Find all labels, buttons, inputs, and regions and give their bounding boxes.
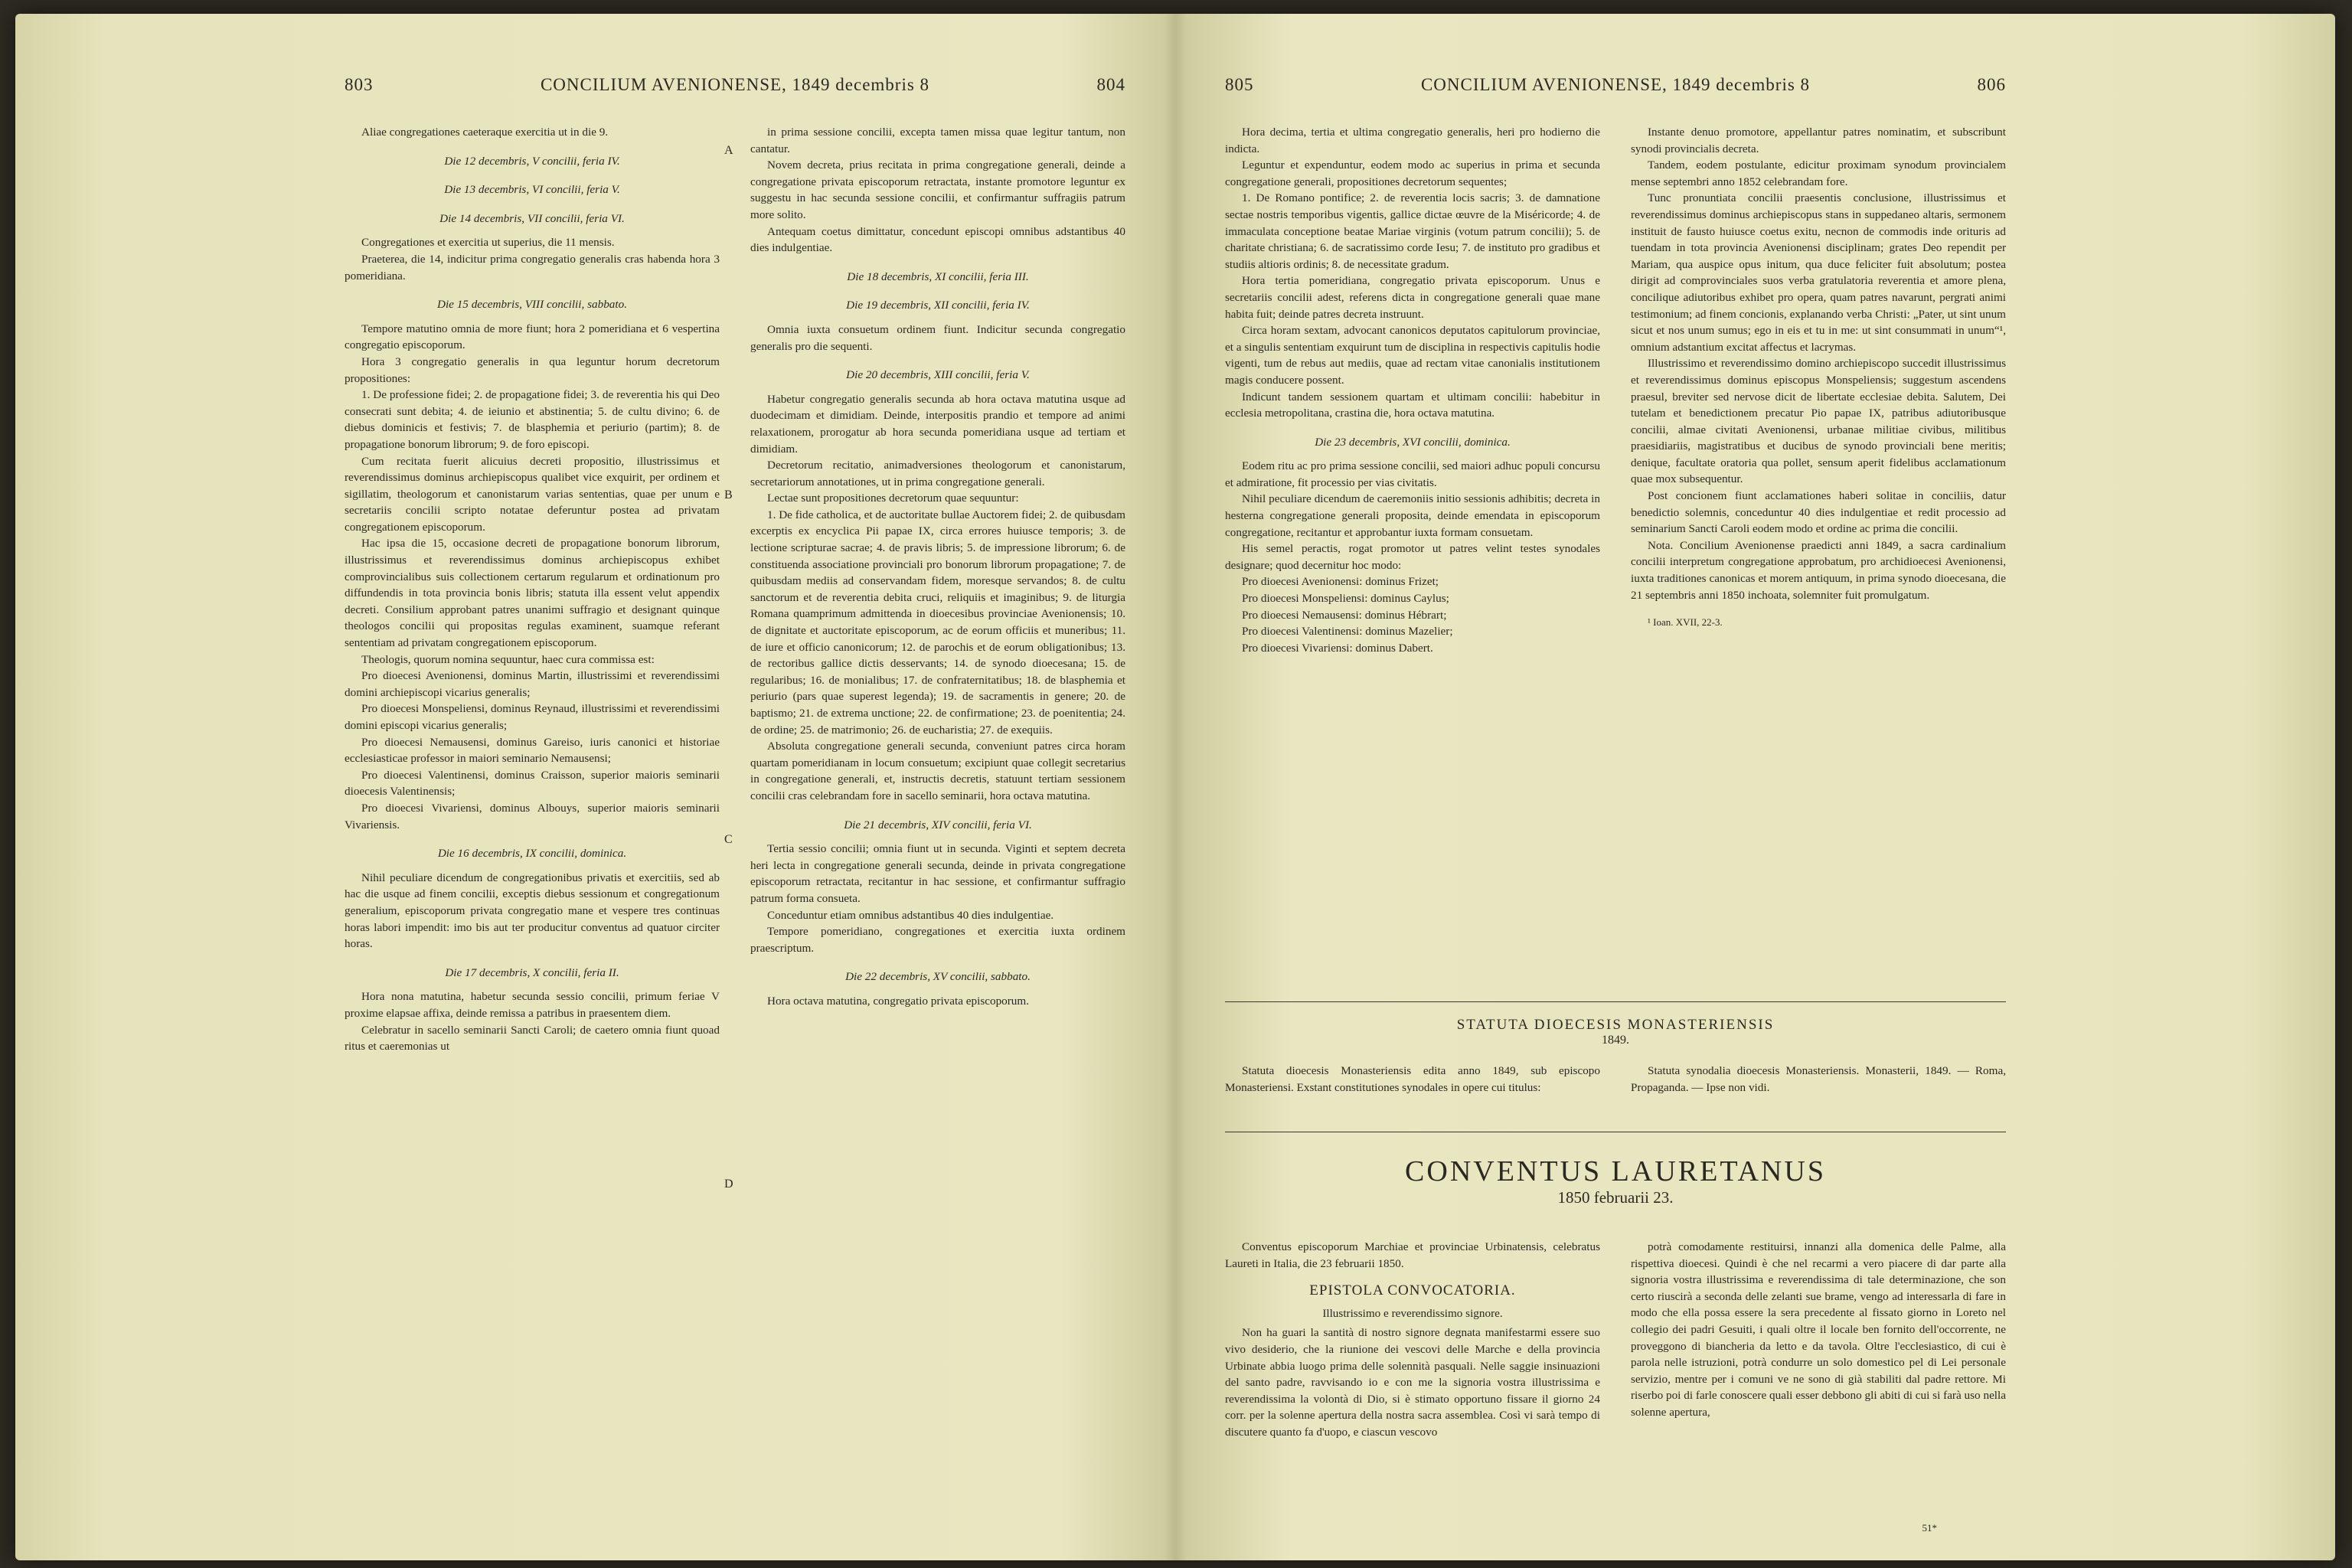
footnote: ¹ Ioan. XVII, 22-3. <box>1648 616 1723 629</box>
conventus-body <box>1225 1239 2006 1537</box>
list-item: Pro dioecesi Vivariensi: dominus Dabert. <box>1242 641 1433 655</box>
text-column <box>1631 1239 2006 1537</box>
section-heading: Die 19 decembris, XII concilii, feria IV. <box>846 299 1030 312</box>
section-heading: Die 12 decembris, V concilii, feria IV. <box>444 154 620 168</box>
statuta-title: STATUTA DIOECESIS MONASTERIENSIS <box>1456 1017 1775 1033</box>
paragraph: Hora octava matutina, congregatio privata episcoporum. <box>767 994 1030 1008</box>
section-rule <box>1225 1001 2006 1002</box>
paragraph: Conventus episcoporum Marchiae et provinciae Urbinatensis, celebratus Laureti in Italia, die 23 februarii 1850. <box>1225 1240 1600 1270</box>
paragraph: Nihil peculiare dicendum de caeremoniis initio sessionis adhibitis; decreta in hesterna congregatione generali proposita, deinde emendata in episcoporum congregatione, recitantur et approbantur iuxta formam consuetam. <box>1225 492 1600 539</box>
paragraph: Tempore pomeridiano, congregationes et exercitia iuxta ordinem praescriptum. <box>750 925 1125 955</box>
section-heading: Die 20 decembris, XIII concilii, feria V. <box>846 368 1030 382</box>
section-heading: Die 23 decembris, XVI concilii, dominica. <box>1315 435 1511 449</box>
margin-letter: A <box>724 144 733 157</box>
paragraph: Novem decreta, prius recitata in prima congregatione generali, deinde a congregatione privata episcoporum retractata, instante promotore leguntur ex suggestu in hac secunda sessione concilii, et confirmantur suffragiis patrum more solito. <box>750 158 1125 221</box>
text-column <box>750 124 1125 1545</box>
paragraph: Illustrissimo et reverendissimo domino archiepiscopo succedit illustrissimus et reverendissimus dominus episcopus Monspeliensis; suggestum ascendens praesul, breviter sed nervose dicit de libertate ecclesiae debita. Salutem, Dei tutelam et benedictionem precatur Pio papae IX, patribus adiutoribusque concilii, almae civitati Avenionensi, urbanae militiae civibus, militibus praesidiariis, magistratibus et ducibus de synodo provinciali bene meritis; denique, facultate oratoria qua pollet, sensum aperit fidelibus acclamationum quae mox subsequentur. <box>1631 357 2006 486</box>
section-heading: Die 16 decembris, IX concilii, dominica. <box>437 847 627 861</box>
conventus-heading <box>1225 1155 2006 1207</box>
paragraph: His semel peractis, rogat promotor ut patres velint testes synodales designare; quod decernitur hoc modo: <box>1225 542 1600 572</box>
statuta-year: 1849. <box>1602 1034 1629 1047</box>
paragraph: potrà comodamente restituirsi, innanzi alla domenica delle Palme, alla rispettiva dioecesi. Quindi è che nel recarmi a vero piacere di dar parte alla signoria vostra illustrissima e reverendissima di tale determinazione, che son certo riuscirà a seconda delle zelanti sue brame, vengo ad interessarla di fare in modo che ella possa essere la sera precedente al fissato giorno in Loreto nel collegio dei padri Gesuiti, i quali oltre il locale ben fornito dell'occorrente, ne proveggono di biancheria da letto e da tavola. Oltre l'ecclesiastico, di cui è parola nelle istruzioni, potrà condurre un solo domestico pel di Lei personale servizio, mentre per i comuni ve ne sono di già stabiliti dal padre rettore. Mi riserbo poi di farle conoscere quali esser debbono gli abiti di cui si farà uso nella solenne apertura, <box>1631 1240 2006 1419</box>
paragraph: Cum recitata fuerit alicuius decreti propositio, illustrissimus et reverendissimus dominus archiepiscopus qualibet vice exquirit, per ordinem et sigillatim, theologorum et canonistarum varias sententias, quae per unum e secretariis concilii scripto notatae deferuntur postea ad privatam congregationem episcoporum. <box>345 454 720 534</box>
text-column <box>1225 1239 1600 1537</box>
margin-letter: C <box>724 833 733 846</box>
section-heading: Die 21 decembris, XIV concilii, feria VI. <box>844 818 1032 831</box>
paragraph: Hora decima, tertia et ultima congregatio generalis, heri pro hodierno die indicta. <box>1225 126 1600 155</box>
paragraph: Pro dioecesi Nemausensi, dominus Gareiso, iuris canonici et historiae ecclesiasticae professor in maiori seminario Nemausensi; <box>345 735 720 766</box>
paragraph: Absoluta congregatione generali secunda, conveniunt patres circa horam quartam pomeridianam in locum consuetum; excipiunt quae collegit secretarius in congregatione generali, et, instructis decretis, statuunt tertiam sessionem concilii cras celebrandam fore in sacello seminarii, hora octava matutina. <box>750 740 1125 802</box>
section-heading: Die 17 decembris, X concilii, feria II. <box>445 965 619 979</box>
paragraph: Theologis, quorum nomina sequuntur, haec cura commissa est: <box>361 652 655 666</box>
text-column <box>1631 1063 2006 1096</box>
paragraph: Praeterea, die 14, indicitur prima congregatio generalis cras habenda hora 3 pomeridiana. <box>345 252 720 283</box>
paragraph: Post concionem fiunt acclamationes haberi solitae in conciliis, datur benedictio solemnis, conceduntur 40 dies indulgentiae et redit processio ad seminarium Sancti Caroli eodem modo et ordine ac prima die concilii. <box>1631 489 2006 536</box>
book-spread <box>15 14 2335 1560</box>
paragraph: Pro dioecesi Monspeliensi, dominus Reynaud, illustrissimi et reverendissimi domini episcopi vicarius generalis; <box>345 702 720 732</box>
paragraph: Celebratur in sacello seminarii Sancti Caroli; de caetero omnia fiunt quoad ritus et caeremonias ut <box>345 1023 720 1054</box>
paragraph: Statuta synodalia dioecesis Monasteriensis. Monasterii, 1849. — Roma, Propaganda. — Ipse non vidi. <box>1631 1064 2006 1094</box>
paragraph: Nota. Concilium Avenionense praedicti anni 1849, a sacra cardinalium concilii interpretum congregatione approbatum, pro archidioecesi Avenionensi, iuxta traditiones canonicas et morem antiquum, in prima synodo dioecesana, die 21 septembris anni 1850 inchoata, solemniter fuit promulgatum. <box>1631 538 2006 602</box>
list-item: Pro dioecesi Valentinensi: dominus Mazelier; <box>1242 625 1453 639</box>
list-item: Pro dioecesi Avenionensi: dominus Frizet; <box>1242 575 1439 589</box>
salutation: Illustrissimo e reverendissimo signore. <box>1322 1306 1503 1320</box>
paragraph: Circa horam sextam, advocant canonicos deputatos capitulorum provinciae, et a singulis sententiam exquirunt tum de disciplina in respectivis capitulis hodie vigenti, tum de rebus aut mediis, quae ad rectam vitae canonialis institutionem magis conducere possent. <box>1225 324 1600 387</box>
paragraph: Hora tertia pomeridiana, congregatio privata episcoporum. Unus e secretariis concilii adest, referens dicta in congregatione generali quae mane habita fuit; deinde patres decreta instruunt. <box>1225 274 1600 321</box>
text-column <box>1225 1063 1600 1096</box>
paragraph: Congregationes et exercitia ut superius, die 11 mensis. <box>361 236 615 250</box>
paragraph: Tertia sessio concilii; omnia fiunt ut in secunda. Viginti et septem decreta heri lecta in congregatione generali secunda, deinde in privata congregatione episcoporum retractata, recitantur in hac sessione, et confirmantur suffragio patrum forma consueta. <box>750 842 1125 905</box>
paragraph: Decretorum recitatio, animadversiones theologorum et canonistarum, secretariorum annotationes, ut in prima congregatione generali. <box>750 459 1125 488</box>
paragraph: Conceduntur etiam omnibus adstantibus 40 dies indulgentiae. <box>767 908 1054 922</box>
text-columns <box>345 124 1125 1545</box>
page-number: 806 <box>1977 75 2006 94</box>
page-number: 804 <box>1096 75 1125 94</box>
text-column <box>1225 124 1600 989</box>
paragraph: Indicunt tandem sessionem quartam et ultimam concilii: habebitur in ecclesia metropolitana, crastina die, hora octava matutina. <box>1225 390 1600 420</box>
signature-mark: 51* <box>1922 1522 1937 1534</box>
margin-letter: B <box>724 488 733 501</box>
section-heading: Die 13 decembris, VI concilii, feria V. <box>444 183 620 197</box>
section-heading: Die 14 decembris, VII concilii, feria VI. <box>439 211 625 225</box>
conventus-title: CONVENTUS LAURETANUS <box>1405 1155 1826 1187</box>
running-head <box>1225 75 2006 106</box>
running-title: CONCILIUM AVENIONENSE, 1849 decembris 8 <box>540 75 930 94</box>
statuta-heading <box>1225 1017 2006 1047</box>
paragraph: Pro dioecesi Avenionensi, dominus Martin, illustrissimi et reverendissimi domini archiepiscopi vicarius generalis; <box>345 669 720 699</box>
text-column <box>1631 124 2006 989</box>
paragraph: Statuta dioecesis Monasteriensis edita anno 1849, sub episcopo Monasteriensi. Exstant constitutiones synodales in opere cui titulus: <box>1225 1064 1600 1094</box>
text-column <box>345 124 720 1545</box>
paragraph: Pro dioecesi Valentinensi, dominus Craisson, superior maioris seminarii dioecesis Valentinensis; <box>345 768 720 799</box>
right-page <box>1225 75 2006 1545</box>
paragraph: Leguntur et expenduntur, eodem modo ac superius in prima et secunda congregatione generali, propositiones decretorum sequentes; <box>1225 158 1600 188</box>
paragraph: Hora 3 congregatio generalis in qua leguntur horum decretorum propositiones: <box>345 354 720 385</box>
paragraph: Omnia iuxta consuetum ordinem fiunt. Indicitur secunda congregatio generalis pro die sequenti. <box>750 322 1125 353</box>
paragraph: 1. De Romano pontifice; 2. de reverentia locis sacris; 3. de damnatione sectae nostris temporibus vigentis, gallice dictae œuvre de la Miséricorde; 4. de immaculata conceptione beatae Mariae virginis (votum patrum concilii); 5. de charitate christiana; 6. de sacratissimo corde Iesu; 7. de instituto pro gradibus et studiis altioris ordinis; 8. de necessitate gradum. <box>1225 191 1600 271</box>
text-columns <box>1225 124 2006 989</box>
statuta-body <box>1225 1063 2006 1096</box>
paragraph: Tandem, eodem postulante, edicitur proximam synodum provincialem mense septembri anno 1852 celebrandam fore. <box>1631 158 2006 188</box>
paragraph: in prima sessione concilii, excepta tamen missa quae legitur tantum, non cantatur. <box>750 126 1125 155</box>
paragraph: Lectae sunt propositiones decretorum quae sequuntur: <box>767 492 1019 505</box>
page-number: 805 <box>1225 75 1254 94</box>
paragraph: 1. De fide catholica, et de auctoritate bullae Auctorem fidei; 2. de quibusdam excerptis ex encyclica Pii papae IX, circa errores huiusce temporis; 3. de lectione scripturae sacrae; 4. de pravis libris; 5. de impressione librorum; 6. de constituenda associatione provinciali pro bonorum librorum propagatione; 7. de quibusdam mediis ad conservandam fidem, moresque servandos; 8. de cultu sanctorum et de reverentia debita cruci, reliquiis et imaginibus; 9. de liturgia Romana quamprimum admittenda in dioecesibus provinciae Avenionensis; 10. de dignitate et auctoritate episcoporum, ac de eorum officiis et muneribus; 11. de iure et officio canonicorum; 12. de parochis et de eorum obligationibus; 13. de rectoribus gallice dictis desservants; 14. de synodo dioecesana; 15. de regularibus; 16. de monialibus; 17. de confraternitatibus; 18. de blasphemia et periurio (pars quae superest legenda); 19. de sacramentis in genere; 20. de baptismo; 21. de extrema unctione; 22. de confirmatione; 23. de poenitentia; 24. de ordine; 25. de matrimonio; 26. de eucharistia; 27. de exequiis. <box>750 508 1125 737</box>
paragraph: Antequam coetus dimittatur, concedunt episcopi omnibus adstantibus 40 dies indulgentiae. <box>750 224 1125 255</box>
running-head <box>345 75 1125 106</box>
list-item: Pro dioecesi Monspeliensi: dominus Caylus; <box>1242 592 1449 606</box>
paragraph: Hora nona matutina, habetur secunda sessio concilii, primum feriae V proxime elapsae affixa, deinde remissa a patribus in praesentem diem. <box>345 990 720 1020</box>
section-heading: Die 22 decembris, XV concilii, sabbato. <box>845 970 1031 984</box>
paragraph: Non ha guari la santità di nostro signore degnata manifestarmi essere suo vivo desiderio, che la riunione dei vescovi delle Marche e della provincia Urbinate abbia luogo prima delle solennità pasquali. Nelle saggie insinuazioni del santo padre, ravvisando io e con me la signoria vostra illustrissima e reverendissima la volontà di Dio, si è stimato opportuno fissare il giorno 24 corr. per la solenne apertura della nostra sacra assemblea. Così vi sarà tempo di discutere quanto fa d'uopo, e ciascun vescovo <box>1225 1326 1600 1439</box>
paragraph: Instante denuo promotore, appellantur patres nominatim, et subscribunt synodi provincialis decreta. <box>1631 126 2006 155</box>
paragraph: 1. De professione fidei; 2. de propagatione fidei; 3. de reverentia his qui Deo consecrati sunt debita; 4. de ieiunio et abstinentia; 5. de cultu divino; 6. de diebus dominicis et festivis; 7. de blasphemia et periurio (partim); 8. de propagatione bonorum librorum; 9. de foro episcopi. <box>345 388 720 451</box>
paragraph: Habetur congregatio generalis secunda ab hora octava matutina usque ad duodecimam et dimidiam. Deinde, interpositis prandio et tempore ad animi relaxationem, prorogatur ab hora secunda pomeridiana usque ad tertiam et dimidiam. <box>750 392 1125 456</box>
paragraph: Tunc pronuntiata concilii praesentis conclusione, illustrissimus et reverendissimus dominus archiepiscopus stans in suppedaneo altaris, sermonem instituit de fausto huiusce coetus exitu, necnon de commodis inde orituris ad tuendam in tota provincia Avenionensi disciplinam; grates Deo rependit per Mariam, qua auspice opus initum, qua duce feliciter fuit absolutum; postea dirigit ad comprovinciales suos verba gratulatoria reverentia et amore plena, concilique adiutoribus exhibet pro opera, quam patres navarunt, pergrati animi testimonium; ad finem concionis, explanando verba Christi: „Pater, ut sint unum sicut et nos unum sumus; ego in eis et tu in me: ut sint consummati in unum“¹, omnium adstantium excitat affectus et lacrymas. <box>1631 191 2006 354</box>
section-heading: Die 15 decembris, VIII concilii, sabbato. <box>436 298 627 312</box>
left-page <box>345 75 1125 1545</box>
paragraph: Aliae congregationes caeteraque exercitia ut in die 9. <box>361 126 609 139</box>
conventus-date: 1850 februarii 23. <box>1557 1188 1674 1207</box>
section-heading: Die 18 decembris, XI concilii, feria III. <box>847 270 1029 283</box>
paragraph: Eodem ritu ac pro prima sessione concilii, sed maiori adhuc populi concursu et admiratione, fit processio per vias civitatis. <box>1225 459 1600 489</box>
list-item: Pro dioecesi Nemausensi: dominus Hébrart; <box>1242 608 1447 622</box>
epistola-title: EPISTOLA CONVOCATORIA. <box>1309 1282 1516 1299</box>
paragraph: Hac ipsa die 15, occasione decreti de propagatione bonorum librorum, illustrissimus et reverendissimus dominus archiepiscopus exhibet comprovincialibus suis collectionem certarum regularum et ordinationum pro diffundendis in tota provincia bonis libris; statuta illa essent velut appendix decreti. Consilium approbant patres unanimi suffragio et designant quinque theologos concilii qui propositas regulas examinent, suamque referant sententiam ad privatam congregationem episcoporum. <box>345 537 720 650</box>
margin-letter: D <box>724 1178 733 1191</box>
running-title: CONCILIUM AVENIONENSE, 1849 decembris 8 <box>1420 75 1811 94</box>
paragraph: Tempore matutino omnia de more fiunt; hora 2 pomeridiana et 6 vespertina congregatio episcoporum. <box>345 322 720 352</box>
paragraph: Pro dioecesi Vivariensi, dominus Albouys, superior maioris seminarii Vivariensis. <box>345 801 720 831</box>
paragraph: Nihil peculiare dicendum de congregationibus privatis et exercitiis, sed ab hac die usque ad finem concilii, exceptis diebus sessionum et congregationum generalium, episcoporum privata congregatio mane et vespere tres continuas horas labori impendit: imo bis aut ter producitur conventus ad quatuor circiter horas. <box>345 871 720 951</box>
page-number: 803 <box>345 75 374 94</box>
